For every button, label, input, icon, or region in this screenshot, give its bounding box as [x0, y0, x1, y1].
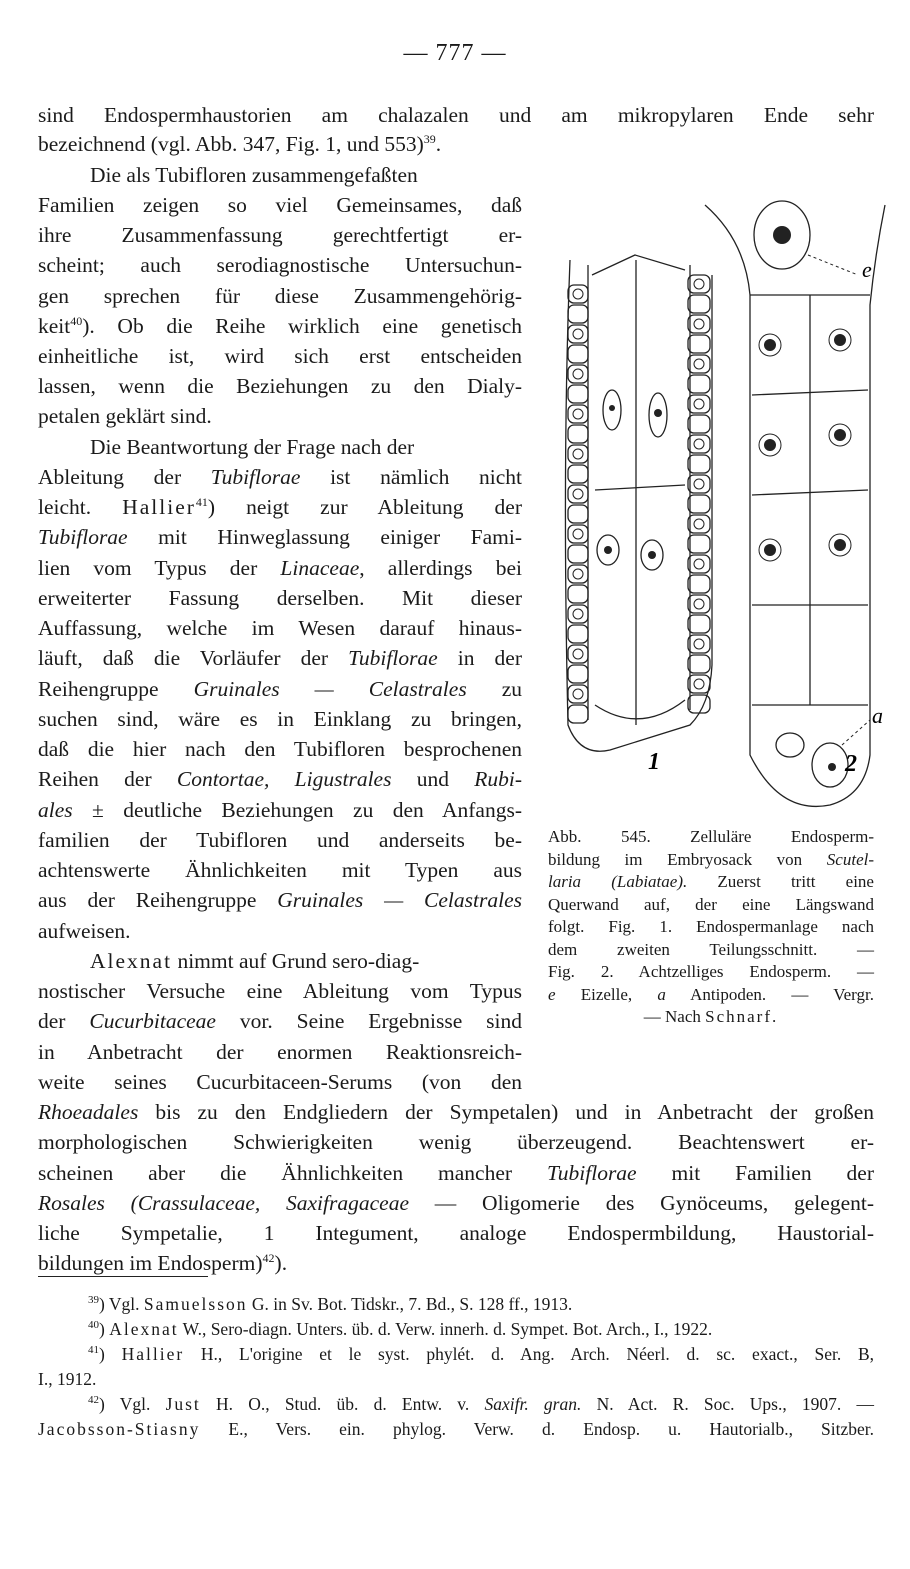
caption-line: — Nach Schnarf. [643, 1007, 779, 1026]
text-line: läuft, daß die Vorläufer der Tubiflorae in der [38, 646, 522, 670]
caption-line: folgt. Fig. 1. Endospermanlage nach [548, 917, 874, 936]
text-line: Die als Tubifloren zusammengefaßten [90, 163, 418, 187]
text-line: ales ± deutliche Beziehungen zu den Anfangs- [38, 798, 522, 822]
text-line: weite seines Cucurbitaceen-Serums (von den [38, 1070, 522, 1094]
footnote-ref: 41 [195, 494, 208, 509]
text-line: in Anbetracht der enormen Reaktionsreich- [38, 1040, 522, 1064]
text-line: der Cucurbitaceae vor. Seine Ergebnisse sind [38, 1009, 523, 1033]
text-line: liche Sympetalie, 1 Integument, analoge Endospermbildung, Haustorial- [38, 1221, 874, 1245]
text-line: Reihen der Contortae, Ligustrales und Rubi- [38, 767, 523, 791]
text-line: Rosales (Crassulaceae, Saxifragaceae — Oligomerie des Gynöceums, gelegent- [38, 1191, 874, 1215]
figure-caption [548, 826, 874, 1029]
text-line: suchen sind, wäre es in Einklang zu bringen, [38, 707, 522, 731]
text-line: leicht. Hallier$^{41}$) neigt zur Ableitung der [38, 494, 523, 519]
footnote-ref: 39 [423, 131, 436, 146]
text-line: gen sprechen für diese Zusammengehörig- [38, 284, 522, 308]
text-line: familien der Tubifloren und anderseits be- [38, 828, 522, 852]
footnote-42-cont: Jacobsson-Stiasny E., Vers. ein. phylog. Verw. d. Endosp. u. Hautorialb., Sitzber. [38, 1419, 874, 1439]
text-line: aufweisen. [38, 919, 131, 943]
text-line: bezeichnend (vgl. Abb. 347, Fig. 1, und 553)$^{39}$. [38, 131, 442, 156]
endosperm-figure [540, 165, 890, 825]
caption-line: laria (Labiatae). Zuerst tritt eine [548, 872, 874, 891]
footnote-41-cont: I., 1912. [38, 1369, 97, 1389]
text-line: bildungen im Endosperm)$^{42}$). [38, 1250, 288, 1275]
text-line: aus der Reihengruppe Gruinales — Celastrales [38, 888, 522, 912]
caption-line: e Eizelle, a Antipoden. — Vergr. [548, 984, 874, 1004]
text-line: Rhoeadales bis zu den Endgliedern der Sympetalen) und in Anbetracht der großen [38, 1100, 874, 1124]
text-line: ihre Zusammenfassung gerechtfertigt er- [38, 223, 522, 247]
label-a: a [872, 703, 883, 728]
text-line: nostischer Versuche eine Ableitung vom Typus [38, 979, 522, 1003]
footnote-ref: 42 [262, 1250, 275, 1265]
text-line: Alexnat nimmt auf Grund sero-diag- [90, 949, 420, 973]
text-line: Tubiflorae mit Hinweglassung einiger Fami- [38, 525, 522, 549]
text-line: Familien zeigen so viel Gemeinsames, daß [38, 193, 522, 217]
caption-line: Querwand auf, der eine Längswand [548, 894, 874, 914]
text-line: keit$^{40}$). Ob die Reihe wirklich eine genetisch [38, 313, 522, 338]
text-line: lien vom Typus der Linaceae, allerdings bei [38, 556, 522, 580]
author-name: Alexnat [90, 949, 173, 973]
label-e: e [862, 257, 872, 282]
author-name: Hallier [122, 495, 196, 519]
text-line: scheinen aber die Ähnlichkeiten mancher Tubiflorae mit Familien der [38, 1161, 874, 1185]
text-line: daß die hier nach den Tubifloren besprochenen [38, 737, 522, 761]
text-line: erweiterter Fassung derselben. Mit dieser [38, 586, 522, 610]
footnote-39: $^{39}$) Vgl. Samuelsson G. in Sv. Bot. Tidskr., 7. Bd., S. 128 ff., 1913. [88, 1294, 573, 1314]
footnote-41: $^{41}$) Hallier H., L'origine et le syst. phylét. d. Ang. Arch. Néerl. d. sc. exact., Ser. B, [88, 1344, 874, 1364]
text-line: Auffassung, welche im Wesen darauf hinaus- [38, 616, 522, 640]
text-line: scheint; auch serodiagnostische Untersuchun- [38, 253, 522, 277]
caption-line: Fig. 2. Achtzelliges Endosperm. — [548, 962, 874, 981]
footnote-42: $^{42}$) Vgl. Just H. O., Stud. üb. d. Entw. v. Saxifr. gran. N. Act. R. Soc. Ups., 1907. — [88, 1394, 875, 1414]
text-line: petalen geklärt sind. [38, 404, 212, 428]
text-line: achtenswerte Ähnlichkeiten mit Typen aus [38, 858, 522, 882]
label-fig-2: 2 [845, 751, 857, 777]
text-line: Ableitung der Tubiflorae ist nämlich nicht [38, 465, 522, 489]
footnote-40: $^{40}$) Alexnat W., Sero-diagn. Unters. üb. d. Verw. innerh. d. Sympet. Bot. Arch., I., 1922. [88, 1319, 713, 1339]
text-line: einheitliche ist, wird sich erst entscheiden [38, 344, 522, 368]
page-number: — 777 — [403, 40, 507, 66]
footnote-ref: 40 [70, 313, 83, 328]
caption-line: Abb. 545. Zelluläre Endosperm- [548, 827, 874, 846]
text-line: sind Endospermhaustorien am chalazalen und am mikropylaren Ende sehr [38, 103, 874, 127]
text-line: lassen, wenn die Beziehungen zu den Dialy- [38, 374, 522, 398]
label-fig-1: 1 [648, 749, 660, 775]
text-line: Reihengruppe Gruinales — Celastrales zu [38, 677, 522, 701]
text-line: morphologischen Schwierigkeiten wenig überzeugend. Beachtenswert er- [38, 1130, 874, 1154]
text-line: Die Beantwortung der Frage nach der [90, 435, 415, 459]
caption-line: dem zweiten Teilungsschnitt. — [548, 939, 874, 959]
footnote-rule [38, 1276, 208, 1277]
caption-line: bildung im Embryosack von Scutel- [548, 849, 874, 869]
